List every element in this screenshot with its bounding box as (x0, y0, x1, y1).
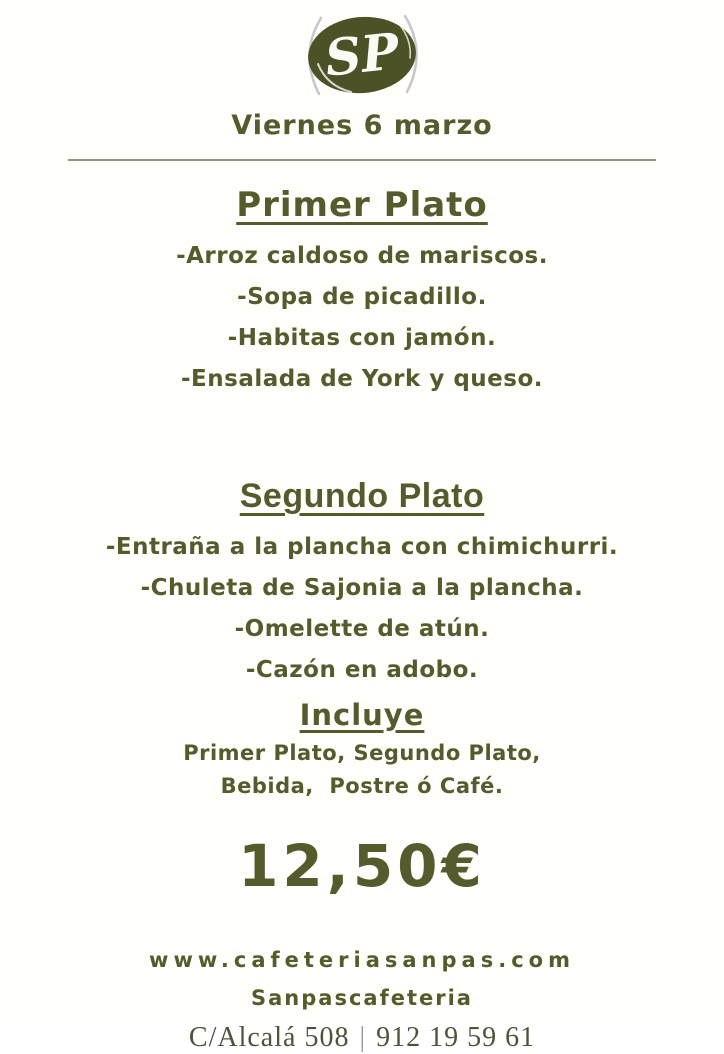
segundo-items (0, 534, 724, 683)
phone-number: 912 19 59 61 (376, 1022, 536, 1053)
section-spacer (0, 407, 724, 453)
menu-item: -Habitas con jamón. (227, 325, 497, 351)
includes-line: Primer Plato, Segundo Plato, (183, 741, 541, 765)
address-phone-line (0, 1022, 724, 1054)
includes-line: Bebida, Postre ó Café. (220, 774, 504, 798)
menu-item: -Arroz caldoso de mariscos. (176, 243, 548, 269)
sanpas-logo-icon (287, 10, 437, 102)
includes-block (0, 698, 724, 798)
section-title-primer: Primer Plato (236, 185, 488, 225)
social-handle: Sanpascafeteria (251, 986, 473, 1010)
address-text: C/Alcalá 508 (188, 1022, 350, 1053)
menu-date: Viernes 6 marzo (231, 110, 493, 141)
menu-item: -Cazón en adobo. (245, 657, 479, 683)
logo-initials: SP (322, 21, 402, 88)
menu-item: -Omelette de atún. (234, 616, 490, 642)
separator-bar: | (359, 1022, 367, 1053)
menu-item: -Chuleta de Sajonia a la plancha. (140, 575, 584, 601)
logo-container (0, 10, 724, 102)
menu-item: -Ensalada de York y queso. (181, 366, 543, 392)
menu-price: 12,50€ (238, 832, 486, 900)
website-text: www.cafeteriasanpas.com (149, 948, 575, 972)
menu-item: -Sopa de picadillo. (237, 284, 487, 310)
section-title-segundo: Segundo Plato (239, 477, 485, 515)
includes-title: Incluye (299, 698, 425, 732)
primer-items (0, 243, 724, 392)
section-segundo-plato (0, 477, 724, 683)
menu-item: -Entraña a la plancha con chimichurri. (105, 534, 619, 560)
header-divider (68, 159, 656, 161)
section-primer-plato (0, 185, 724, 392)
